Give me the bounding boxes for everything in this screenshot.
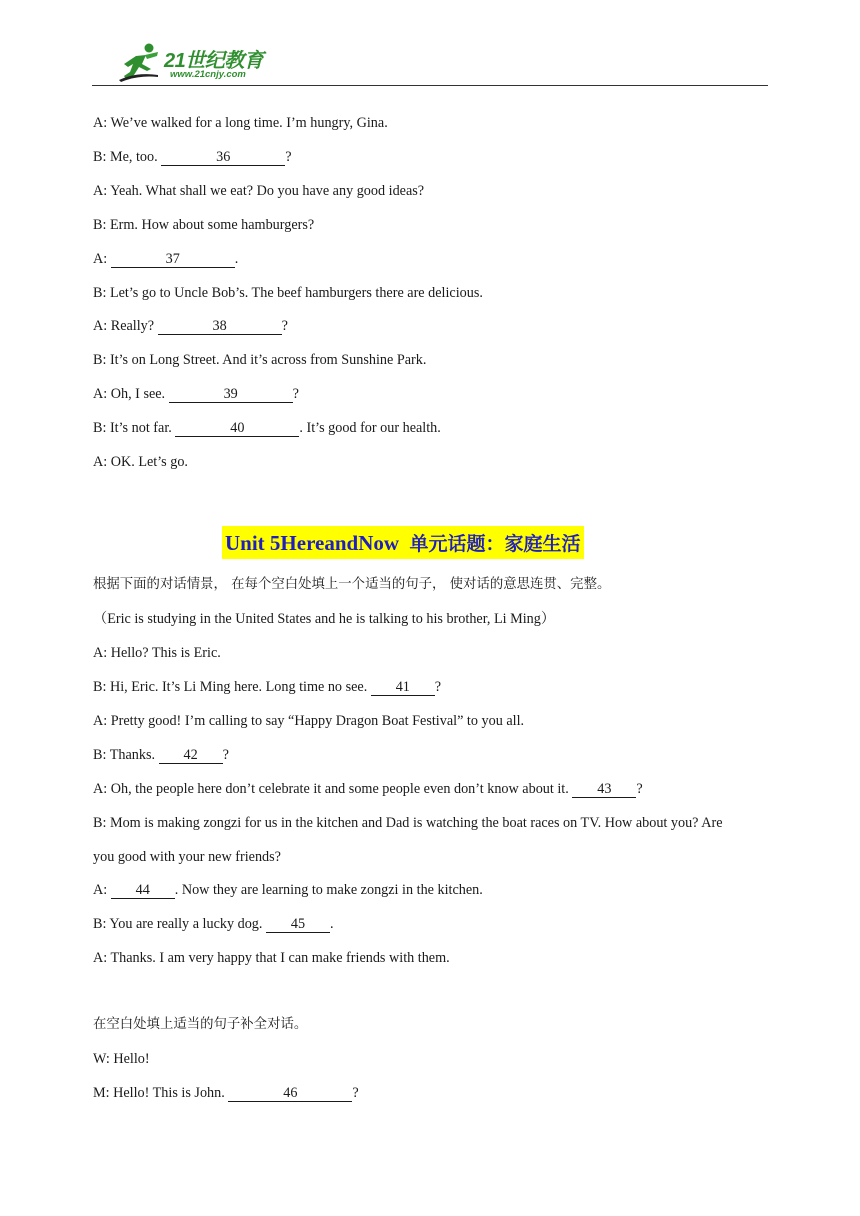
answer-blank: 40 [175,421,299,437]
runner-logo-icon [118,42,162,82]
dialogue-line: M: Hello! This is John. 46 ? [93,1085,359,1101]
dialogue-line: A: OK. Let’s go. [93,454,188,470]
context-text: （Eric is studying in the United States and he is talking to his brother, Li Ming） [93,611,556,627]
answer-blank: 42 [159,748,223,764]
dialogue-line: W: Hello! [93,1051,150,1067]
logo-url: www.21cnjy.com [170,69,246,80]
dialogue-line: A: 37 . [93,251,239,267]
dialogue-line: A: Thanks. I am very happy that I can make friends with them. [93,950,450,966]
dialogue-line: B: Erm. How about some hamburgers? [93,217,315,233]
answer-blank: 45 [266,917,330,933]
answer-blank: 44 [111,883,175,899]
dialogue-line: A: Pretty good! I’m calling to say “Happy Dragon Boat Festival” to you all. [93,713,525,729]
dialogue-line: you good with your new friends? [93,849,281,865]
dialogue-line: A: 44 . Now they are learning to make zongzi in the kitchen. [93,882,483,898]
answer-blank: 38 [158,319,282,335]
answer-blank: 41 [371,680,435,696]
dialogue-line: B: Hi, Eric. It’s Li Ming here. Long time no see. 41 ? [93,679,442,695]
dialogue-line: A: Really? 38 ? [93,318,288,334]
header-divider [92,85,768,86]
answer-blank: 37 [111,252,235,268]
dialogue-line: B: Mom is making zongzi for us in the kitchen and Dad is watching the boat races on TV. How about you? Are [93,815,723,831]
instruction-text: 在空白处填上适当的句子补全对话。 [93,1017,308,1032]
dialogue-line: B: Let’s go to Uncle Bob’s. The beef hamburgers there are delicious. [93,285,483,301]
unit-title: Unit 5HereandNow 单元话题：家庭生活 [222,526,584,559]
dialogue-line: B: Me, too. 36 ? [93,149,292,165]
dialogue-line: A: We’ve walked for a long time. I’m hungry, Gina. [93,115,388,131]
answer-blank: 39 [169,387,293,403]
instruction-text: 根据下面的对话情景， 在每个空白处填上一个适当的句子， 使对话的意思连贯、完整。 [93,577,611,592]
dialogue-line: A: Oh, the people here don’t celebrate it and some people even don’t know about it. 43 ? [93,781,643,797]
dialogue-line: A: Hello? This is Eric. [93,645,221,661]
answer-blank: 43 [572,782,636,798]
dialogue-line: B: Thanks. 42 ? [93,747,229,763]
logo-text: 21世纪教育 [164,50,264,72]
dialogue-line: B: It’s on Long Street. And it’s across from Sunshine Park. [93,352,427,368]
dialogue-line: A: Oh, I see. 39 ? [93,386,299,402]
answer-blank: 46 [228,1086,352,1102]
dialogue-line: B: You are really a lucky dog. 45 . [93,916,334,932]
logo [118,42,278,86]
dialogue-line: A: Yeah. What shall we eat? Do you have any good ideas? [93,183,425,199]
page-header [92,40,768,88]
answer-blank: 36 [161,150,285,166]
dialogue-line: B: It’s not far. 40 . It’s good for our health. [93,420,441,436]
